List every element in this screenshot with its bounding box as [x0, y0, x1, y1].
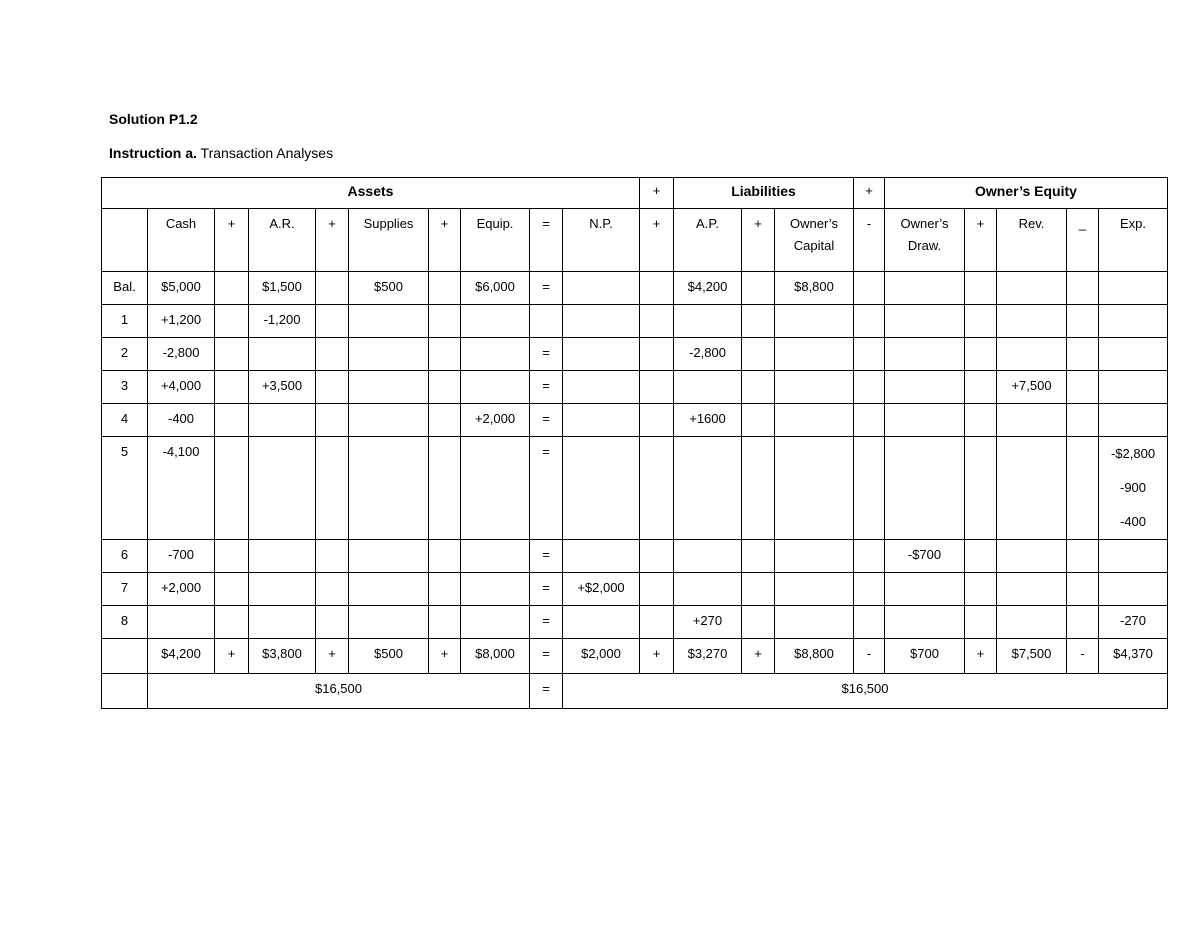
- cell-eq: =: [530, 371, 563, 404]
- cell-capital: [775, 338, 854, 371]
- cell-supplies: [349, 540, 429, 573]
- column-header-row: Cash + A.R. + Supplies + Equip. = N.P. + A.P. + Owner’s Capital - Owner’s Draw. + Rev. _ Exp.: [102, 209, 1168, 272]
- cell-equip: [461, 573, 530, 606]
- cell-exp: -270: [1099, 606, 1168, 639]
- equity-header: Owner’s Equity: [885, 178, 1168, 209]
- total-supplies: $500: [349, 639, 429, 674]
- cell-ar: +3,500: [249, 371, 316, 404]
- cell-np: [563, 371, 640, 404]
- cell-exp: -$2,800 -900 -400: [1099, 437, 1168, 540]
- plus-sign: +: [640, 178, 674, 209]
- cell-capital: $8,800: [775, 272, 854, 305]
- cell-eq: =: [530, 272, 563, 305]
- liabilities-header: Liabilities: [674, 178, 854, 209]
- table-row: [102, 371, 1168, 404]
- col-np: N.P.: [563, 209, 640, 272]
- cell-label: 3: [102, 371, 148, 404]
- cell-supplies: [349, 305, 429, 338]
- cell-np: [563, 305, 640, 338]
- cell-ar: [249, 338, 316, 371]
- cell-ap: -2,800: [674, 338, 742, 371]
- cell-ar: [249, 404, 316, 437]
- cell-ar: $1,500: [249, 272, 316, 305]
- cell-supplies: [349, 371, 429, 404]
- cell-equip: +2,000: [461, 404, 530, 437]
- cell-capital: [775, 305, 854, 338]
- cell-label: 1: [102, 305, 148, 338]
- cell-draw: [885, 338, 965, 371]
- cell-ap: [674, 540, 742, 573]
- col-supplies: Supplies: [349, 209, 429, 272]
- col-exp: Exp.: [1099, 209, 1168, 272]
- col-equip: Equip.: [461, 209, 530, 272]
- cell-label: 6: [102, 540, 148, 573]
- cell-draw: [885, 371, 965, 404]
- totals-row: $4,200 + $3,800 + $500 + $8,000 = $2,000 + $3,270 + $8,800 - $700 + $7,500 - $4,370: [102, 639, 1168, 674]
- cell-label: 8: [102, 606, 148, 639]
- cell-draw: [885, 573, 965, 606]
- cell-equip: [461, 606, 530, 639]
- cell-capital: [775, 371, 854, 404]
- cell-ap: [674, 305, 742, 338]
- cell-equip: [461, 305, 530, 338]
- cell-cash: +2,000: [148, 573, 215, 606]
- cell-ar: -1,200: [249, 305, 316, 338]
- cell-np: [563, 540, 640, 573]
- cell-np: [563, 338, 640, 371]
- cell-rev: +7,500: [997, 371, 1067, 404]
- cell-cash: -4,100: [148, 437, 215, 540]
- cell-supplies: [349, 573, 429, 606]
- grand-total-liabilities-equity: $16,500: [563, 674, 1168, 709]
- cell-ap: [674, 573, 742, 606]
- cell-eq: =: [530, 573, 563, 606]
- cell-capital: [775, 573, 854, 606]
- cell-cash: -400: [148, 404, 215, 437]
- cell-ar: [249, 606, 316, 639]
- cell-draw: -$700: [885, 540, 965, 573]
- col-capital: Owner’s Capital: [775, 209, 854, 272]
- cell-eq: [530, 305, 563, 338]
- total-cash: $4,200: [148, 639, 215, 674]
- cell-rev: [997, 540, 1067, 573]
- cell-supplies: [349, 437, 429, 540]
- cell-equip: [461, 540, 530, 573]
- col-rev: Rev.: [997, 209, 1067, 272]
- cell-exp: [1099, 371, 1168, 404]
- cell-ar: [249, 573, 316, 606]
- cell-draw: [885, 437, 965, 540]
- table-row: [102, 573, 1168, 606]
- cell-cash: -2,800: [148, 338, 215, 371]
- cell-label: 4: [102, 404, 148, 437]
- cell-rev: [997, 404, 1067, 437]
- cell-label: 5: [102, 437, 148, 540]
- col-cash: Cash: [148, 209, 215, 272]
- cell-rev: [997, 272, 1067, 305]
- page-title: Solution P1.2: [109, 111, 198, 127]
- cell-eq: =: [530, 540, 563, 573]
- cell-equip: [461, 437, 530, 540]
- cell-np: [563, 606, 640, 639]
- cell-exp: [1099, 338, 1168, 371]
- grand-total-row: $16,500 = $16,500: [102, 674, 1168, 709]
- cell-cash: [148, 606, 215, 639]
- instruction-label: Instruction a.: [109, 145, 197, 161]
- cell-rev: [997, 573, 1067, 606]
- cell-ap: [674, 437, 742, 540]
- instruction: [109, 145, 333, 161]
- cell-ar: [249, 540, 316, 573]
- cell-equip: [461, 338, 530, 371]
- instruction-text: Transaction Analyses: [200, 145, 334, 161]
- total-capital: $8,800: [775, 639, 854, 674]
- cell-exp: [1099, 404, 1168, 437]
- table-row: [102, 606, 1168, 639]
- col-ar: A.R.: [249, 209, 316, 272]
- assets-header: Assets: [102, 178, 640, 209]
- cell-eq: =: [530, 606, 563, 639]
- transaction-analysis-table: [101, 177, 1168, 709]
- cell-cash: -700: [148, 540, 215, 573]
- cell-draw: [885, 305, 965, 338]
- cell-supplies: [349, 404, 429, 437]
- cell-exp: [1099, 272, 1168, 305]
- col-draw: Owner’s Draw.: [885, 209, 965, 272]
- grand-total-assets: $16,500: [148, 674, 530, 709]
- cell-ap: +1600: [674, 404, 742, 437]
- cell-rev: [997, 437, 1067, 540]
- cell-rev: [997, 606, 1067, 639]
- cell-equip: [461, 371, 530, 404]
- table-row: [102, 305, 1168, 338]
- cell-capital: [775, 540, 854, 573]
- cell-exp: [1099, 540, 1168, 573]
- cell-supplies: $500: [349, 272, 429, 305]
- cell-draw: [885, 404, 965, 437]
- table-row: [102, 272, 1168, 305]
- cell-cash: $5,000: [148, 272, 215, 305]
- cell-exp: [1099, 573, 1168, 606]
- cell-draw: [885, 272, 965, 305]
- cell-np: [563, 404, 640, 437]
- cell-rev: [997, 338, 1067, 371]
- cell-draw: [885, 606, 965, 639]
- cell-label: 7: [102, 573, 148, 606]
- group-header-row: [102, 178, 1168, 209]
- cell-cash: +4,000: [148, 371, 215, 404]
- cell-np: [563, 437, 640, 540]
- total-draw: $700: [885, 639, 965, 674]
- cell-np: [563, 272, 640, 305]
- total-rev: $7,500: [997, 639, 1067, 674]
- cell-label: Bal.: [102, 272, 148, 305]
- cell-supplies: [349, 606, 429, 639]
- cell-np: +$2,000: [563, 573, 640, 606]
- total-ap: $3,270: [674, 639, 742, 674]
- table-row: [102, 404, 1168, 437]
- total-exp: $4,370: [1099, 639, 1168, 674]
- cell-capital: [775, 606, 854, 639]
- cell-cash: +1,200: [148, 305, 215, 338]
- cell-capital: [775, 437, 854, 540]
- table-row: [102, 540, 1168, 573]
- table-row: [102, 338, 1168, 371]
- cell-supplies: [349, 338, 429, 371]
- cell-rev: [997, 305, 1067, 338]
- cell-ap: +270: [674, 606, 742, 639]
- total-ar: $3,800: [249, 639, 316, 674]
- cell-eq: =: [530, 338, 563, 371]
- col-ap: A.P.: [674, 209, 742, 272]
- cell-ar: [249, 437, 316, 540]
- total-equip: $8,000: [461, 639, 530, 674]
- cell-capital: [775, 404, 854, 437]
- plus-sign: +: [854, 178, 885, 209]
- cell-equip: $6,000: [461, 272, 530, 305]
- cell-eq: =: [530, 404, 563, 437]
- table-row: [102, 437, 1168, 540]
- cell-exp: [1099, 305, 1168, 338]
- cell-ap: [674, 371, 742, 404]
- transaction-rows: [102, 272, 1168, 639]
- cell-eq: =: [530, 437, 563, 540]
- total-np: $2,000: [563, 639, 640, 674]
- cell-label: 2: [102, 338, 148, 371]
- cell-ap: $4,200: [674, 272, 742, 305]
